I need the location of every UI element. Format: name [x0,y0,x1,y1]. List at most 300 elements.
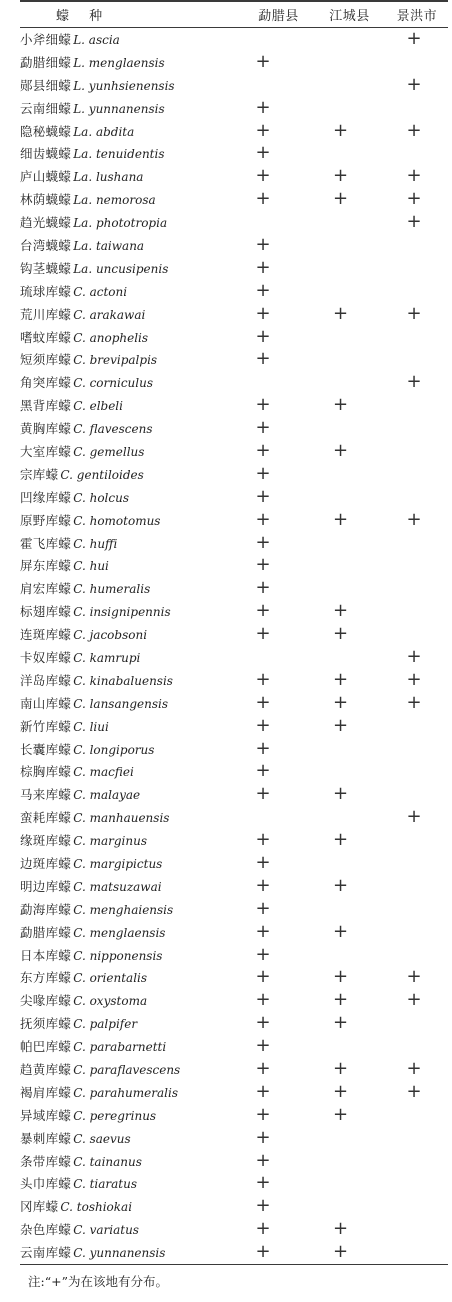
species-chinese-name: 隐秘蠛蠓 [20,123,72,139]
presence-cell-mengla [225,167,301,185]
species-chinese-name: 云南库蠓 [20,1245,72,1261]
presence-mark: + [255,852,271,873]
table-row [20,165,448,188]
species-chinese-name: 南山库蠓 [20,695,72,711]
species-chinese-name: 棕胸库蠓 [20,764,72,780]
presence-cell-jinghong [380,73,448,95]
species-latin-name: L. yunhsienensis [73,78,175,93]
species-cell [20,946,225,964]
presence-cell-jinghong [380,808,448,826]
presence-cell-mengla [225,1080,301,1102]
presence-cell-mengla [225,1103,301,1125]
species-cell [20,717,225,735]
species-chinese-name: 细齿蠛蠓 [20,146,72,162]
presence-mark: + [332,1218,349,1240]
species-latin-name: C. macfiei [73,765,134,780]
species-cell [20,30,225,48]
presence-mark: + [255,256,271,278]
presence-cell-mengla [225,325,301,347]
presence-mark: + [332,439,349,461]
presence-mark: + [255,1149,271,1171]
presence-cell-mengla [225,144,301,162]
presence-cell-mengla [225,943,301,965]
species-latin-name: C. holcus [73,490,129,505]
presence-mark: + [255,989,271,1011]
presence-cell-mengla [225,462,301,484]
species-chinese-name: 暴刺库蠓 [20,1130,72,1146]
species-chinese-name: 尖喙库蠓 [20,993,72,1009]
presence-cell-mengla [225,50,301,72]
presence-cell-jiangcheng [301,602,380,620]
presence-mark: + [332,989,349,1011]
species-chinese-name: 东方库蠓 [20,970,72,986]
presence-cell-mengla [225,691,301,713]
species-latin-name: La. nemorosa [73,193,156,208]
species-latin-name: C. paraflavescens [73,1063,181,1078]
species-latin-name: C. brevipalpis [73,353,158,368]
presence-mark: + [332,165,349,187]
species-chinese-name: 嗜蚊库蠓 [20,329,72,345]
species-chinese-name: 卡奴库蠓 [20,649,72,665]
presence-cell-mengla [225,1037,301,1055]
species-cell [20,373,225,391]
presence-mark: + [255,1126,271,1148]
species-chinese-name: 小斧细蠓 [20,31,72,47]
species-cell [20,762,225,780]
species-chinese-name: 马来库蠓 [20,787,72,803]
species-latin-name: La. phototropia [73,216,168,231]
presence-mark: + [332,600,349,622]
presence-mark: + [332,966,349,988]
presence-cell-jinghong [380,691,448,713]
species-cell [20,625,225,643]
species-chinese-name: 缘斑库蠓 [20,833,72,849]
species-latin-name: La. tenuidentis [73,147,165,162]
species-cell [20,190,225,208]
presence-cell-mengla [225,96,301,118]
species-chinese-name: 台湾蠛蠓 [20,237,72,253]
presence-cell-jinghong [380,1060,448,1078]
species-cell [20,785,225,803]
species-cell [20,534,225,552]
species-latin-name: La. lushana [73,170,144,185]
species-latin-name: C. homotomus [73,513,161,528]
species-chinese-name: 头巾库蠓 [20,1176,72,1192]
table-row [20,577,448,600]
species-cell [20,854,225,872]
presence-cell-jinghong [380,991,448,1009]
presence-mark: + [332,188,349,210]
species-cell [20,694,225,712]
species-latin-name: C. menghaiensis [73,902,174,917]
presence-mark: + [255,96,271,118]
species-latin-name: C. elbeli [73,399,123,414]
species-cell [20,968,225,986]
presence-mark: + [255,50,271,72]
presence-mark: + [255,462,271,484]
species-latin-name: C. actoni [73,284,128,299]
presence-cell-mengla [225,897,301,919]
presence-cell-mengla [225,350,301,368]
presence-mark: + [255,1035,271,1057]
presence-cell-mengla [225,1060,301,1078]
species-cell [20,396,225,414]
table-row [20,417,448,440]
species-cell [20,579,225,597]
species-latin-name: C. malayae [73,788,141,803]
species-latin-name: C. huffi [73,536,118,551]
presence-mark: + [332,874,349,896]
presence-mark: + [255,691,271,713]
presence-cell-mengla [225,302,301,324]
presence-cell-mengla [225,1197,301,1215]
presence-cell-jiangcheng [301,668,380,690]
presence-mark: + [332,668,349,690]
presence-mark: + [255,394,271,416]
presence-cell-jiangcheng [301,119,380,141]
presence-cell-mengla [225,190,301,208]
presence-cell-jinghong [380,119,448,141]
presence-cell-mengla [225,874,301,896]
species-chinese-name: 肩宏库蠓 [20,581,72,597]
presence-cell-jiangcheng [301,167,380,185]
presence-cell-mengla [225,920,301,942]
species-latin-name: C. corniculus [73,376,154,391]
table-row [20,440,448,463]
presence-mark: + [406,302,422,324]
species-chinese-name: 连斑库蠓 [20,627,72,643]
presence-cell-mengla [225,762,301,780]
table-row [20,279,448,302]
presence-mark: + [406,188,422,210]
species-chinese-name: 杂色库蠓 [20,1222,72,1238]
species-cell [20,213,225,231]
presence-cell-jinghong [380,213,448,231]
presence-cell-jinghong [380,645,448,667]
presence-mark: + [406,966,422,988]
presence-mark: + [255,1218,271,1240]
presence-cell-mengla [225,396,301,414]
presence-mark: + [255,1058,271,1080]
presence-mark: + [332,1058,349,1080]
species-cell [20,144,225,162]
species-cell [20,167,225,185]
table-row [20,1035,448,1058]
table-row [20,211,448,234]
presence-mark: + [255,554,271,576]
species-chinese-name: 黑背库蠓 [20,398,72,414]
presence-mark: + [255,188,271,210]
species-chinese-name: 角突库蠓 [20,375,72,391]
species-cell [20,1037,225,1055]
table-row [20,1218,448,1241]
presence-mark: + [255,325,271,347]
presence-cell-jiangcheng [301,831,380,849]
presence-cell-mengla [225,625,301,643]
species-latin-name: La. uncusipenis [73,261,169,276]
presence-mark: + [255,714,271,736]
species-cell [20,671,225,689]
presence-cell-jiangcheng [301,691,380,713]
species-cell [20,1083,225,1101]
presence-mark: + [406,645,422,667]
presence-mark: + [406,371,422,393]
presence-mark: + [255,1103,271,1125]
presence-cell-jiangcheng [301,1014,380,1032]
species-chinese-name: 条带库蠓 [20,1153,72,1169]
table-row [20,1058,448,1081]
species-chinese-name: 勐腊库蠓 [20,924,72,940]
species-chinese-name: 云南细蠓 [20,100,72,116]
presence-cell-mengla [225,119,301,141]
species-latin-name: C. oxystoma [73,994,148,1009]
presence-cell-mengla [225,668,301,690]
table-row [20,188,448,211]
table-row [20,371,448,394]
species-latin-name: C. tainanus [73,1154,142,1169]
table-row [20,348,448,371]
species-latin-name: C. nipponensis [73,948,163,963]
presence-cell-jinghong [380,167,448,185]
species-latin-name: C. toshiokai [60,1200,133,1215]
species-cell [20,122,225,140]
table-row [20,302,448,325]
presence-cell-jinghong [380,1080,448,1102]
table-row [20,531,448,554]
species-cell [20,350,225,368]
table-row [20,554,448,577]
presence-cell-jiangcheng [301,508,380,530]
species-cell [20,648,225,666]
species-latin-name: C. variatus [73,1223,139,1238]
table-note: 注:“+”为在该地有分布。 [28,1274,168,1289]
presence-cell-jiangcheng [301,1080,380,1102]
species-cell [20,877,225,895]
table-row [20,1103,448,1126]
species-latin-name: C. kinabaluensis [73,673,173,688]
header-jinghong: 景洪市 [396,8,438,24]
presence-mark: + [255,600,271,622]
species-cell [20,99,225,117]
presence-mark: + [406,989,422,1011]
presence-mark: + [255,668,271,690]
presence-cell-mengla [225,531,301,553]
presence-mark: + [406,211,422,233]
table-body [20,28,448,1264]
table-row [20,852,448,875]
presence-cell-mengla [225,737,301,759]
presence-mark: + [332,508,349,530]
species-latin-name: C. yunnanensis [73,1246,166,1261]
species-latin-name: C. menglaensis [73,925,166,940]
species-latin-name: C. arakawai [73,307,146,322]
species-cell [20,556,225,574]
presence-mark: + [255,577,271,599]
table-row [20,234,448,257]
presence-mark: + [255,142,271,164]
species-chinese-name: 勐海库蠓 [20,901,72,917]
species-chinese-name: 凹缘库蠓 [20,489,72,505]
presence-mark: + [406,508,422,530]
presence-cell-jiangcheng [301,714,380,736]
species-chinese-name: 边斑库蠓 [20,856,72,871]
presence-mark: + [406,119,422,141]
table-row [20,943,448,966]
species-chinese-name: 日本库蠓 [20,947,72,963]
species-cell [20,1152,225,1170]
species-chinese-name: 钩茎蠛蠓 [20,260,72,276]
species-cell [20,1174,225,1192]
species-chinese-name: 短须库蠓 [20,352,72,368]
presence-cell-mengla [225,1126,301,1148]
presence-mark: + [255,531,271,553]
presence-cell-mengla [225,508,301,530]
presence-cell-jiangcheng [301,439,380,461]
species-chinese-name: 褐肩库蠓 [20,1084,72,1100]
presence-mark: + [332,1012,349,1034]
species-latin-name: C. gemellus [73,444,145,459]
presence-cell-mengla [225,279,301,301]
presence-cell-jiangcheng [301,396,380,414]
species-chinese-name: 长囊库蠓 [20,741,72,757]
presence-cell-jiangcheng [301,785,380,803]
presence-cell-mengla [225,485,301,507]
species-chinese-name: 荒川库蠓 [20,306,72,322]
species-cell [20,419,225,437]
presence-cell-mengla [225,579,301,597]
presence-cell-mengla [225,968,301,986]
species-latin-name: C. liui [73,719,109,734]
presence-mark: + [332,691,349,713]
table-header-row [20,2,448,27]
presence-cell-mengla [225,1174,301,1192]
species-latin-name: C. palpifer [73,1017,138,1032]
species-latin-name: La. taiwana [73,238,145,253]
presence-cell-mengla [225,714,301,736]
species-chinese-name: 帕巴库蠓 [20,1039,72,1055]
table-row [20,714,448,737]
species-chinese-name: 明边库蠓 [20,878,72,894]
species-cell [20,511,225,529]
species-chinese-name: 趋黄库蠓 [20,1062,72,1078]
presence-mark: + [255,348,271,370]
species-latin-name: C. orientalis [73,971,148,986]
table-row [20,600,448,623]
species-cell [20,488,225,506]
species-cell [20,808,225,826]
species-cell [20,259,225,277]
table-row [20,920,448,943]
presence-cell-mengla [225,991,301,1009]
species-latin-name: C. jacobsoni [73,628,148,643]
table-row [20,1126,448,1149]
presence-mark: + [255,897,271,919]
table-row [20,1012,448,1035]
presence-cell-mengla [225,419,301,437]
species-latin-name: C. marginus [73,834,147,849]
presence-cell-jinghong [380,373,448,391]
presence-mark: + [255,119,271,141]
species-latin-name: L. ascia [73,32,120,47]
presence-cell-mengla [225,1014,301,1032]
distribution-table [20,0,448,1265]
species-cell [20,1060,225,1078]
table-row [20,623,448,646]
presence-cell-jiangcheng [301,1060,380,1078]
presence-mark: + [255,737,271,759]
species-cell [20,305,225,323]
species-cell [20,1243,225,1261]
species-cell [20,282,225,300]
presence-mark: + [255,1172,271,1194]
species-latin-name: C. manhauensis [73,811,170,826]
species-latin-name: C. anophelis [73,330,149,345]
presence-cell-jiangcheng [301,920,380,942]
species-chinese-name: 庐山蠛蠓 [20,169,72,185]
presence-mark: + [332,920,349,942]
species-latin-name: C. margipictus [73,857,163,871]
presence-mark: + [255,829,271,851]
presence-mark: + [255,1080,271,1102]
presence-cell-mengla [225,831,301,849]
species-latin-name: C. insignipennis [73,605,171,620]
presence-cell-jiangcheng [301,968,380,986]
table-row [20,737,448,760]
presence-mark: + [255,783,271,805]
presence-mark: + [255,1241,271,1263]
species-chinese-name: 琉球库蠓 [20,283,72,299]
table-row [20,1080,448,1103]
presence-mark: + [255,920,271,942]
species-chinese-name: 林荫蠛蠓 [20,192,72,208]
species-chinese-name: 原野库蠓 [20,512,72,528]
species-cell [20,465,225,483]
presence-cell-jiangcheng [301,1103,380,1125]
presence-mark: + [255,233,271,255]
presence-mark: + [332,1241,349,1263]
table-row [20,119,448,142]
species-latin-name: C. hui [73,559,109,574]
presence-mark: + [255,943,271,965]
species-latin-name: C. parabarnetti [73,1040,167,1055]
species-chinese-name: 异域库蠓 [20,1107,72,1123]
presence-cell-mengla [225,556,301,574]
species-cell [20,740,225,758]
species-chinese-name: 新竹库蠓 [20,718,72,734]
species-latin-name: La. abdita [73,124,135,139]
header-jiangcheng: 江城县 [329,8,370,24]
presence-cell-mengla [225,602,301,620]
presence-cell-jiangcheng [301,625,380,643]
species-chinese-name: 洋岛库蠓 [20,672,72,688]
table-row [20,760,448,783]
species-cell [20,236,225,254]
presence-mark: + [255,1012,271,1034]
species-latin-name: C. saevus [73,1131,131,1146]
table-row [20,256,448,279]
presence-mark: + [255,417,271,439]
species-latin-name: C. peregrinus [73,1108,157,1123]
presence-mark: + [406,806,422,828]
species-cell [20,1220,225,1238]
species-cell [20,991,225,1009]
species-cell [20,442,225,460]
presence-cell-jinghong [380,668,448,690]
header-mengla: 勐腊县 [258,8,299,24]
species-chinese-name: 黄胸库蠓 [20,421,72,437]
table-row [20,646,448,669]
presence-mark: + [332,829,349,851]
